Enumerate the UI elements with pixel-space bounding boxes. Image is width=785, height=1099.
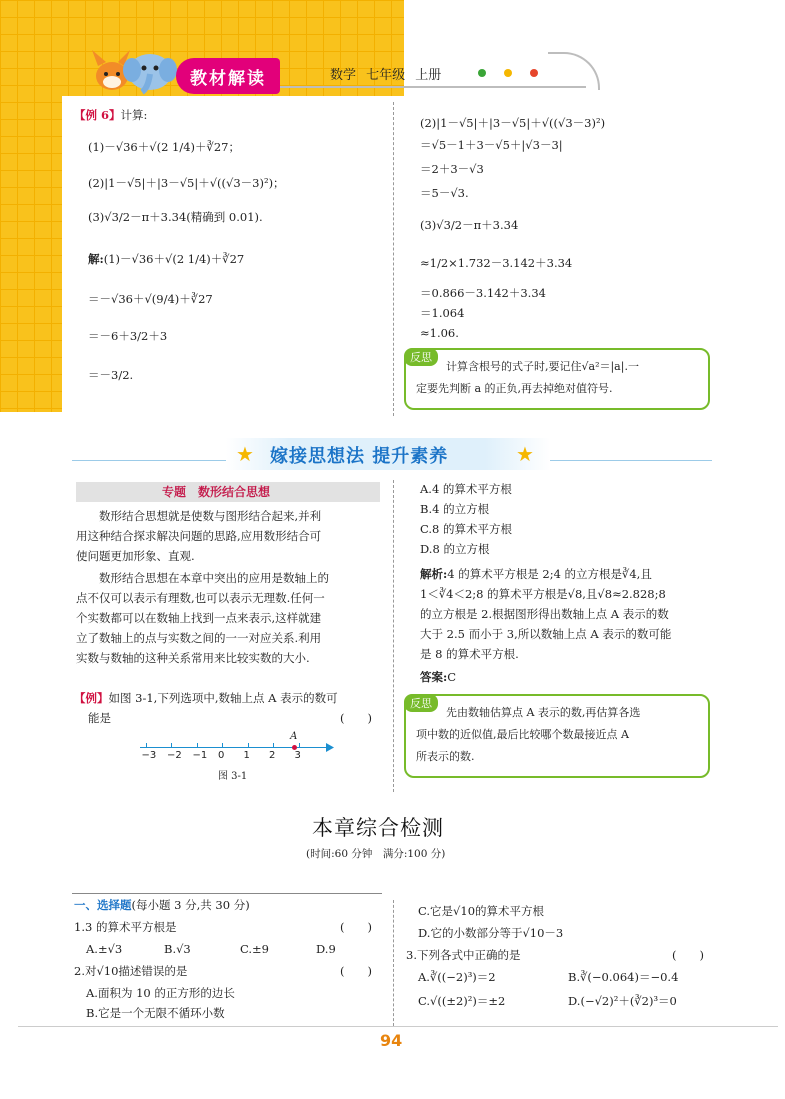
question-2-bracket: ( ) [340, 964, 372, 978]
option-a: A.4 的算术平方根 [420, 482, 512, 496]
topic-paragraph-1 [76, 506, 380, 566]
axis-tick [222, 743, 223, 748]
solution-line-4: ＝－3/2. [88, 368, 134, 382]
solution-3-line-2: ≈1/2×1.732－3.142＋3.34 [420, 256, 573, 270]
example-lead: 计算: [120, 108, 148, 122]
solution-3-line-3: ＝0.866－3.142＋3.34 [420, 286, 546, 300]
column-divider [393, 480, 394, 792]
axis-tick-label: −2 [167, 750, 182, 761]
topic-paragraph-2 [76, 568, 380, 668]
section-label: 一、选择题 [74, 898, 132, 912]
example6-q2: (2)|1－√5|＋|3－√5|＋√((√3－3)²)； [88, 176, 285, 190]
example6-q1: (1)－√36＋√(2 1/4)＋∛27； [88, 140, 240, 154]
chapter-test-subtitle: (时间:60 分钟 满分:100 分) [306, 848, 446, 860]
q2-option-d: D.它的小数部分等于√10－3 [418, 926, 564, 940]
topic-example-question-2: 能是 [88, 711, 111, 725]
axis-tick [299, 743, 300, 748]
solution-line-2: ＝－√36＋√(9/4)＋∛27 [88, 292, 213, 306]
analysis-line: 大于 2.5 而小于 3,所以数轴上点 A 表示的数可能 [420, 627, 672, 641]
analysis-label: 解析: [420, 567, 448, 581]
axis-tick-label: 2 [269, 750, 276, 761]
axis-tick [171, 743, 172, 748]
yellow-dot [504, 69, 512, 77]
section-badge: 教材解读 [176, 58, 280, 94]
topic-title: 专题 数形结合思想 [162, 485, 271, 499]
paragraph-line: 使问题更加形象、直观. [76, 549, 195, 563]
axis-tick-label: −1 [192, 750, 208, 761]
solution-2-line-3: ＝2＋3－√3 [420, 162, 484, 176]
reflection-text-1: 先由数轴估算点 A 表示的数,再估算各选 [446, 706, 641, 719]
solution-expr: (1)－√36＋√(2 1/4)＋∛27 [103, 252, 245, 266]
star-icon: ★ [236, 442, 254, 466]
q3-option-a: A.∛((−2)³)＝2 [418, 970, 496, 984]
reflection-text-1: 计算含根号的式子时,要记住√a²＝|a|.一 [446, 360, 639, 373]
mascot-illustration [84, 44, 180, 96]
section-note: (每小题 3 分,共 30 分) [131, 898, 250, 912]
point-a-label: A [290, 731, 298, 742]
axis-tick [197, 743, 198, 748]
question-2: 2.对√10描述错误的是 [74, 964, 188, 978]
topic-example-question [74, 689, 338, 707]
answer-label: 答案: [420, 670, 448, 684]
q2-option-b: B.它是一个无限不循环小数 [86, 1006, 225, 1020]
question-3-bracket: ( ) [672, 948, 704, 962]
column-divider [393, 900, 394, 1026]
q3-option-b: B.∛(−0.064)＝−0.4 [568, 970, 679, 984]
answer-bracket: ( ) [340, 711, 372, 725]
option-b: B.4 的立方根 [420, 502, 490, 516]
footer-rule [18, 1026, 778, 1027]
solution-line-3: ＝－6＋3/2＋3 [88, 329, 168, 343]
reflection-text-2: 项中数的近似值,最后比较哪个数最接近点 A [416, 728, 629, 741]
reflection-note-2 [404, 694, 710, 778]
axis-tick-label: −3 [141, 750, 157, 761]
example6-heading [74, 106, 147, 124]
q3-option-c: C.√((±2)²)＝±2 [418, 994, 506, 1008]
solution-line-1 [88, 250, 244, 268]
q1-option-b: B.√3 [164, 942, 191, 956]
axis-tick-label: 0 [218, 750, 225, 761]
solution-3-line-1: (3)√3/2－π＋3.34 [420, 218, 519, 232]
solution-2-line-4: ＝5－√3. [420, 186, 469, 200]
star-icon: ★ [516, 442, 534, 466]
paragraph-line: 实数与数轴的这种关系常用来比较实数的大小. [76, 651, 310, 665]
answer-line [420, 668, 456, 686]
q2-option-c: C.它是√10的算术平方根 [418, 904, 545, 918]
solution-3-line-5: ≈1.06. [420, 326, 459, 340]
paragraph-line: 数形结合思想在本章中突出的应用是数轴上的 [99, 571, 329, 585]
page-number: 94 [380, 1031, 403, 1050]
paragraph-line: 立了数轴上的点与实数之间的一一对应关系.利用 [76, 631, 322, 645]
answer-value: C [447, 670, 457, 684]
paragraph-line: 个实数都可以在数轴上找到一点来表示,这样就建 [76, 611, 322, 625]
paragraph-line: 点不仅可以表示有理数,也可以表示无理数.任何一 [76, 591, 325, 605]
option-c: C.8 的算术平方根 [420, 522, 513, 536]
analysis-line: 1＜∛4＜2;8 的算术平方根是√8,且√8≈2.828;8 [420, 587, 666, 601]
column-divider [393, 102, 394, 416]
axis-tick [248, 743, 249, 748]
axis-tick [146, 743, 147, 748]
paragraph-line: 数形结合思想就是使数与图形结合起来,并利 [99, 509, 322, 523]
chapter-test-title: 本章综合检测 [312, 816, 444, 840]
figure-caption: 图 3-1 [218, 771, 248, 782]
question-3: 3.下列各式中正确的是 [406, 948, 521, 962]
axis-arrow-icon [326, 743, 334, 752]
question-1-bracket: ( ) [340, 920, 372, 934]
reflection-note-1 [404, 348, 710, 410]
solution-2-line-2: ＝√5－1＋3－√5＋|√3－3| [420, 138, 563, 152]
section-heading [74, 896, 250, 914]
q1-option-a: A.±√3 [86, 942, 123, 956]
option-d: D.8 的立方根 [420, 542, 490, 556]
q3-option-d: D.(−√2)²＋(∛2)³＝0 [568, 994, 677, 1008]
analysis-line: 的立方根是 2.根据图形得出数轴上点 A 表示的数 [420, 607, 669, 621]
reflection-tag: 反思 [404, 348, 438, 366]
question-1: 1.3 的算术平方根是 [74, 920, 177, 934]
axis-tick [273, 743, 274, 748]
red-dot [530, 69, 538, 77]
example-tag: 【例 6】 [74, 108, 121, 122]
solution-3-line-4: ＝1.064 [420, 306, 465, 320]
solution-2-line-1: (2)|1－√5|＋|3－√5|＋√((√3－3)²) [420, 116, 606, 130]
reflection-text-3: 所表示的数. [416, 750, 475, 763]
green-dot [478, 69, 486, 77]
axis-tick-label: 1 [243, 750, 250, 761]
paragraph-line: 用这种结合探求解决问题的思路,应用数形结合可 [76, 529, 322, 543]
number-line-axis [140, 747, 330, 748]
example6-q3: (3)√3/2－π＋3.34(精确到 0.01). [88, 210, 263, 224]
section-rule [72, 893, 382, 894]
analysis-line: 4 的算术平方根是 2;4 的立方根是∛4,且 [447, 567, 652, 581]
q1-option-c: C.±9 [240, 942, 269, 956]
analysis-line: 是 8 的算术平方根. [420, 647, 519, 661]
book-info: 数学 七年级 上册 [330, 68, 442, 83]
example-tag: 【例】 [74, 691, 109, 705]
example-text: 如图 3-1,下列选项中,数轴上点 A 表示的数可 [108, 691, 338, 705]
analysis-block [420, 564, 706, 664]
reflection-text-2: 定要先判断 a 的正负,再去掉绝对值符号. [416, 382, 613, 395]
reflection-tag: 反思 [404, 694, 438, 712]
q2-option-a: A.面积为 10 的正方形的边长 [86, 986, 235, 1000]
q1-option-d: D.9 [316, 942, 336, 956]
solution-label: 解: [88, 252, 104, 266]
axis-tick-label: 3 [294, 750, 301, 761]
banner-title: 嫁接思想法 提升素养 [270, 446, 449, 467]
